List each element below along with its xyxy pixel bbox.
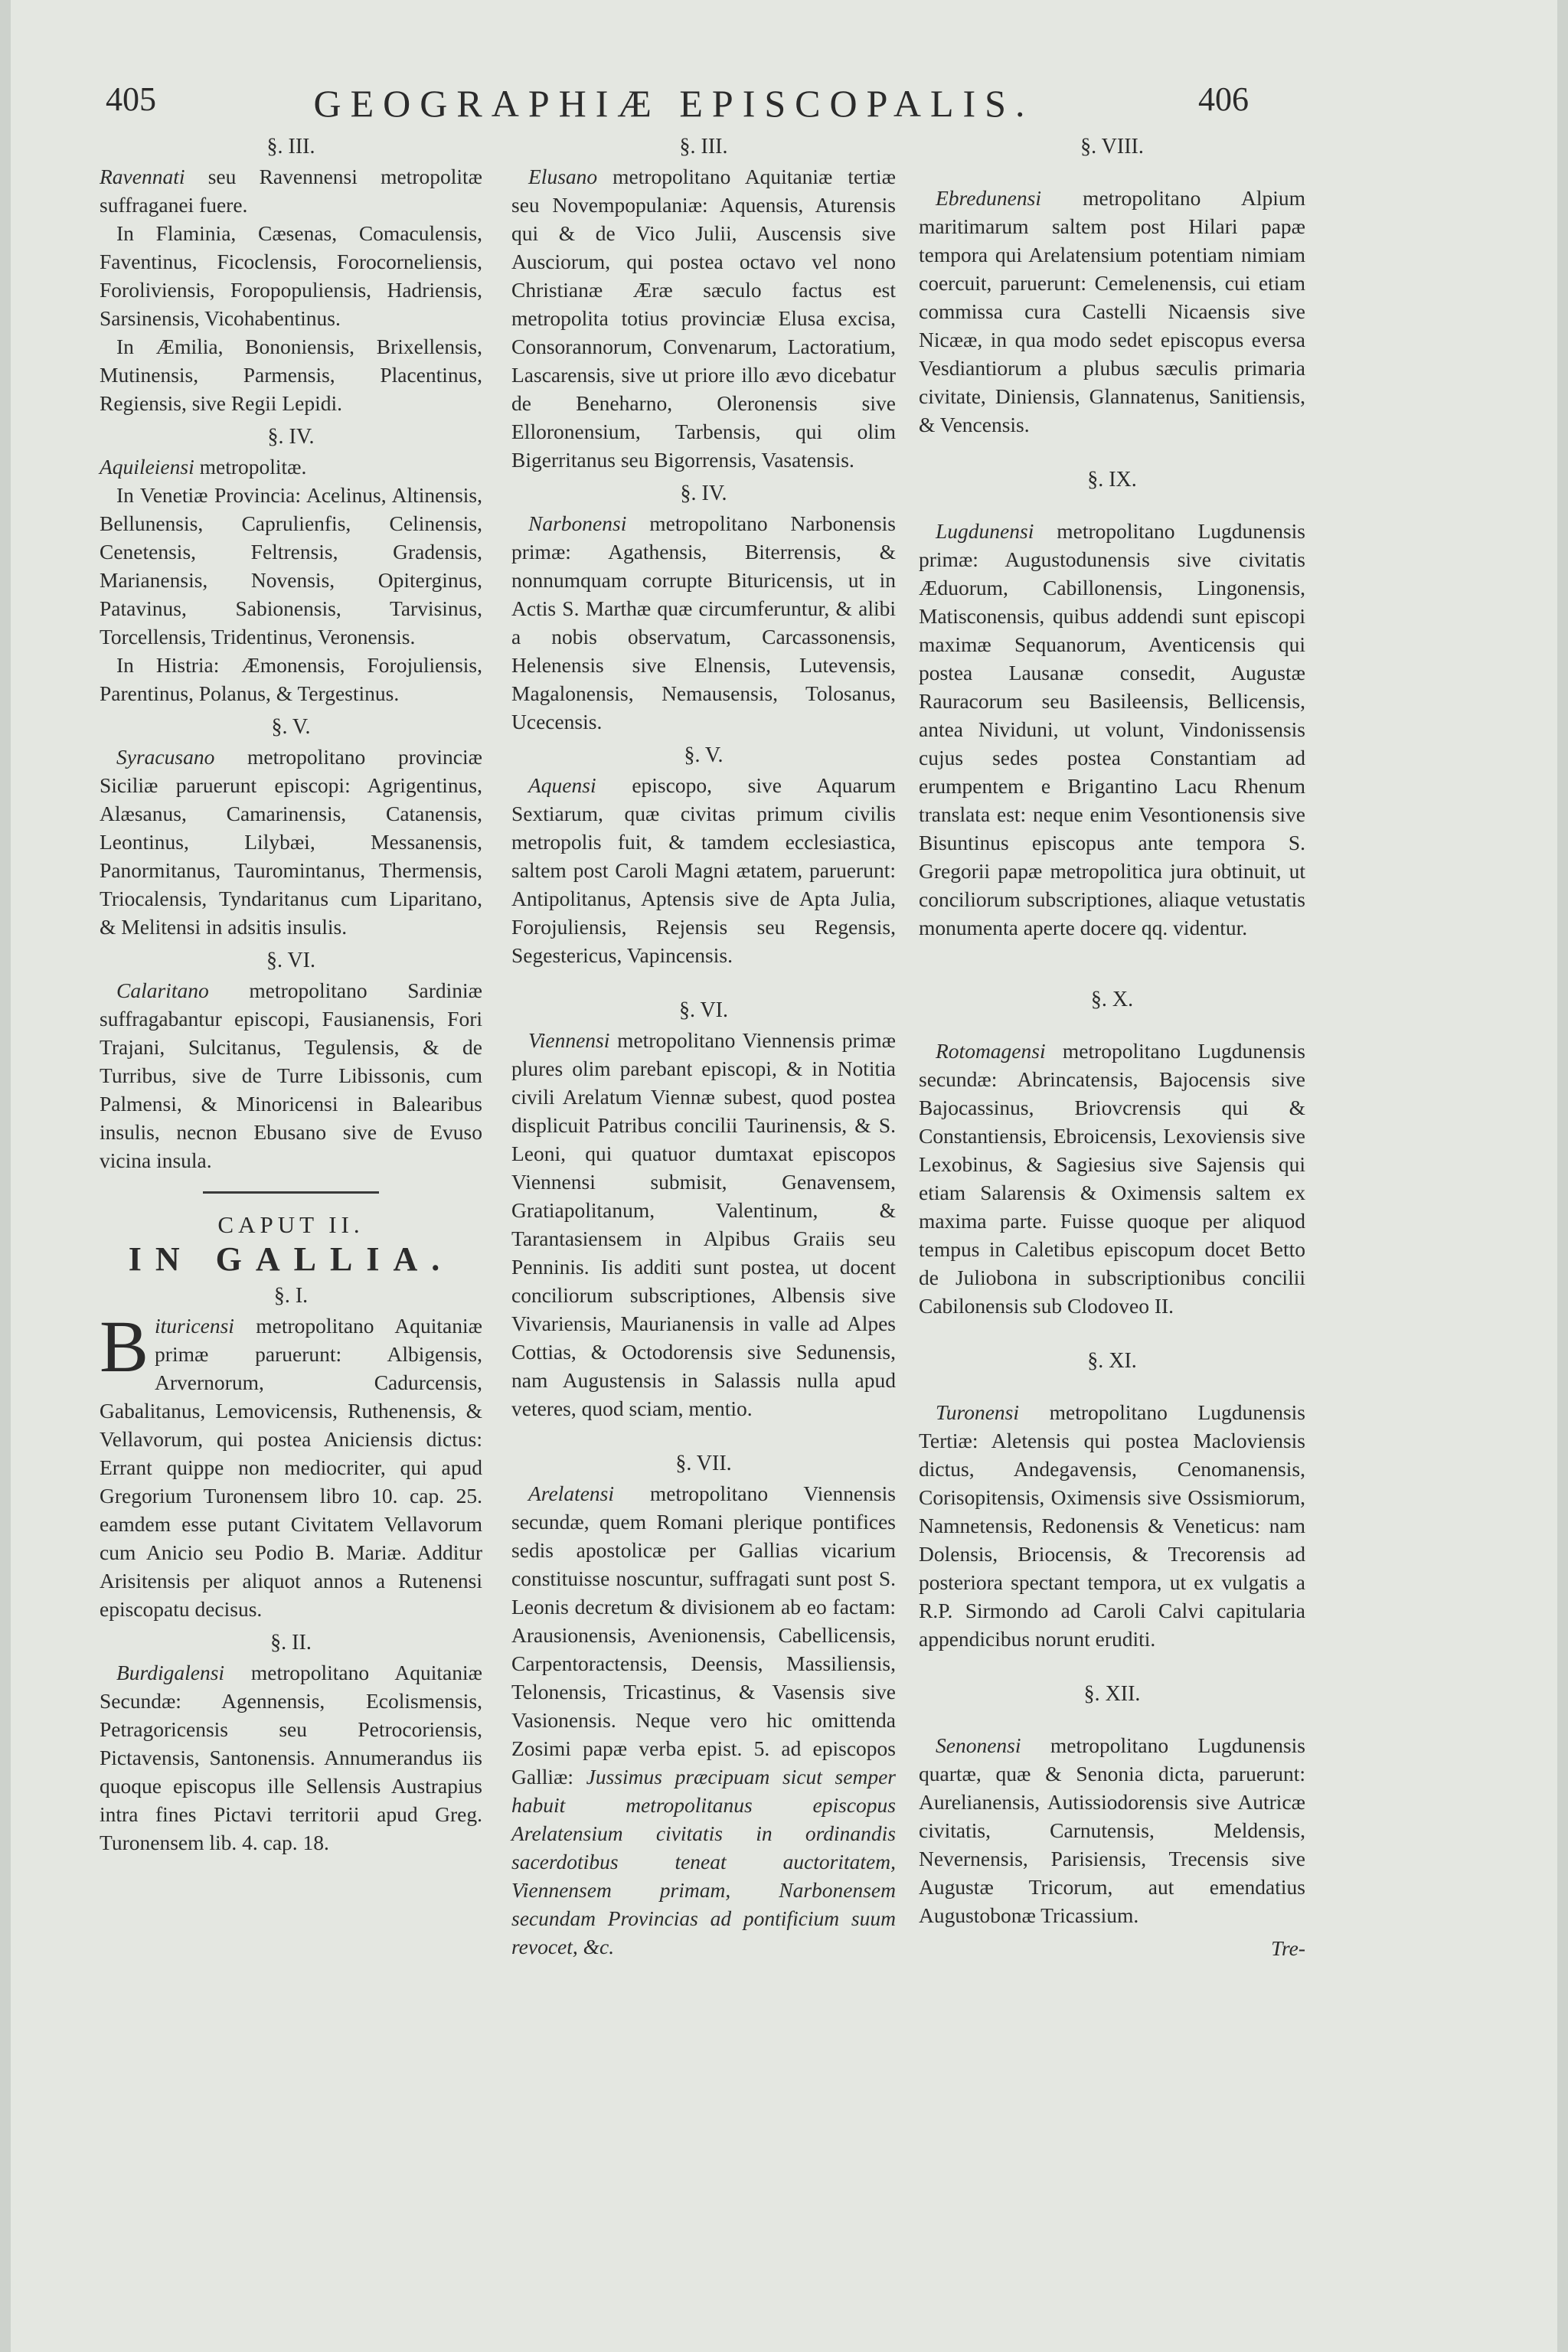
- entry-text: metropolitano provinciæ Siciliæ paruerunt episcopi: Agrigentinus, Alæsanus, Camarinensis, Catanensis, Leontinus, Lilybæi, Messanensis, Panormitanus, Tauromintanus, Thermensis, Triocalensis, Tyndaritanus cum Liparitano, & Melitensi in adsitis insulis.: [100, 745, 482, 939]
- section-heading: §. XII.: [1083, 1682, 1141, 1706]
- entry-elusano: [511, 162, 896, 474]
- entry-text: metropolitano Lugdunensis Tertiæ: Aletensis qui postea Macloviensis dictus, Andegavensis, Cenomanensis, Corisopitensis, Oximensis sive Ossismiorum, Namnetensis, Redonensis & Veneticus: nam Dolensis, Briocensis, & Trecorensis ad posteriora spectant tempora, ut ex vulgatis a R.P. Sirmondo ad Caroli Calvi capitularia appendicibus norunt eruditi.: [919, 1400, 1305, 1651]
- entry-text: metropolitano Narbonensis primæ: Agathensis, Biterrensis, & nonnumquam corrupte Bituricensis, ut in Actis S. Marthæ quæ circumferuntur, & alibi a nobis observatum, Carcassonensis, Helenensis sive Elnensis, Lutevensis, Magalonensis, Nemausensis, Tolosanus, Ucecensis.: [511, 511, 896, 733]
- catchword: Tre-: [1271, 1936, 1305, 1960]
- section-heading: §. XI.: [1087, 1349, 1137, 1373]
- entry-text: episcopo, sive Aquarum Sextiarum, quæ civitas primum civilis metropolis fuit, & tamdem ecclesiastica, saltem post Caroli Magni ætatem, paruerunt: Antipolitanus, Aptensis sive de Apta Julia, Forojuliensis, Rejensis seu Regensis, Segestericus, Vapincensis.: [511, 773, 896, 967]
- section-heading: §. VI.: [266, 949, 316, 972]
- right-page-number: 406: [1198, 80, 1249, 118]
- quotation: Jussimus præcipuam sicut semper habuit metropolitanus episcopus Arelatensium civitatis in ordinandis sacerdotibus teneat auctoritatem, Viennensem primam, Narbonensem secundam Provincias ad pontificium suum revocet, &c.: [511, 1765, 896, 1958]
- section-heading: §. VI.: [678, 998, 729, 1022]
- entry-lemma: Syracusano: [116, 745, 215, 769]
- entry-text: metropolitæ.: [194, 455, 307, 479]
- chapter-heading: CAPUT II.: [217, 1211, 364, 1238]
- section-heading: §. X.: [1090, 988, 1134, 1011]
- entry-paragraph: In Flaminia, Cæsenas, Comaculensis, Faventinus, Ficoclensis, Forocorneliensis, Foroliviensis, Foropopuliensis, Hadriensis, Sarsinensis, Vicohabentinus.: [100, 221, 482, 330]
- page-edge-left: [0, 0, 11, 2352]
- entry-arelatensi: [511, 1479, 896, 1961]
- page-header: [0, 77, 1568, 138]
- entry-lemma: Elusano: [528, 165, 598, 188]
- entry-text: metropolitano Aquitaniæ tertiæ seu Novempopulaniæ: Aquensis, Aturensis qui & de Vico Julii, Auscensis sive Ausciorum, qui postea octavo vel nono Christianæ Æræ sæculo factus est metropolita totius provinciæ Elusa excisa, Consorannorum, Convenarum, Lactoratium, Lascarensis, sive ut priore illo ævo dicebatur de Beneharno, Oleronensis sive Elloronensium, Tarbensis, qui olim Bigerritanus seu Bigorrensis, Vasatensis.: [511, 165, 896, 472]
- entry-lemma: ituricensi: [155, 1314, 234, 1338]
- entry-text: metropolitano Viennensis secundæ, quem Romani plerique pontifices sedis apostolicæ per Gallias vicarium constituisse noscuntur, suffragati sunt post S. Leonis decretum & divisionem ab eo factam: Arausionensis, Avenionensis, Cabellicensis, Carpentoractensis, Deensis, Massiliensis, Telonensis, Tricastinus, & Vasensis sive Vasionensis. Neque vero hic omittenda Zosimi papæ verba epist. 5. ad episcopos Galliæ:: [511, 1481, 896, 1788]
- entry-lemma: Narbonensi: [528, 511, 627, 535]
- chapter-title: IN GALLIA.: [128, 1240, 454, 1278]
- section-heading: §. II.: [270, 1631, 312, 1655]
- section-heading: §. IX.: [1087, 468, 1137, 492]
- column-2: [511, 132, 896, 1965]
- running-title: GEOGRAPHIÆ EPISCOPALIS.: [313, 82, 1034, 125]
- entry-syracusano: [100, 743, 482, 941]
- section-heading: §. III.: [266, 135, 315, 158]
- entry-lemma: Ebredunensi: [936, 186, 1041, 210]
- section-heading: §. VIII.: [1080, 135, 1144, 158]
- drop-capital: B: [100, 1305, 149, 1387]
- section-heading: §. IV.: [267, 425, 315, 449]
- entry-lemma: Turonensi: [936, 1400, 1020, 1424]
- entry-lemma: Lugdunensi: [936, 519, 1034, 543]
- entry-lemma: Rotomagensi: [936, 1039, 1046, 1063]
- page-edge-right: [1557, 0, 1568, 2352]
- entry-senonensi: [919, 1731, 1305, 1929]
- entry-lugdunensi: [919, 517, 1305, 942]
- entry-text: metropolitano Viennensis primæ plures olim parebant episcopi, & in Notitia civili Arelatum Viennæ subest, quod postea displicuit Patribus concilii Taurinensis, & S. Leoni, qui quatuor dumtaxat episcopos Viennensi submisit, Genavensem, Gratiapolitanum, Valentinum, & Tarantasiensem in Alpibus Graiis seu Penninis. Iis additi sunt postea, ut docent conciliorum subscriptiones, Albensis sive Vivariensis, Maurianensis in valle ad Alpes Cottias, & Octodorensis sive Sedunensis, nam Augustensis in Salassis nulla apud veteres, quod sciam, mentio.: [511, 1028, 896, 1420]
- entry-ravennati: [100, 162, 482, 417]
- entry-ebredunensi: [919, 184, 1305, 439]
- entry-bituricensi: [100, 1305, 482, 1623]
- entry-aquensi: [511, 771, 896, 969]
- entry-text: metropolitano Alpium maritimarum saltem post Hilari papæ tempora qui Arelatensium potentiam nimiam coercuit, paruerunt: Cemelenensis, cui etiam commissa cura Castelli Nicaensis sive Nicææ, in qua modo sedet episcopus eversa Vesdiantiorum a plubus sæculis primaria civitate, Diniensis, Glannatenus, Sanitiensis, & Vencensis.: [919, 186, 1305, 436]
- entry-turonensi: [919, 1398, 1305, 1653]
- column-3: [919, 132, 1305, 1984]
- entry-text: metropolitano Aquitaniæ Secundæ: Agennensis, Ecolismensis, Petragoricensis seu Petrocoriensis, Pictavensis, Santonensis. Annumerandus iis quoque episcopus ille Sellensis Austrapius intra fines Pictavi territorii apud Greg. Turonensem lib. 4. cap. 18.: [100, 1661, 482, 1854]
- section-heading: §. IV.: [680, 482, 727, 505]
- section-heading: §. V.: [271, 715, 311, 739]
- section-heading: §. III.: [679, 135, 728, 158]
- entry-aquileiensi: [100, 452, 482, 707]
- entry-calaritano: [100, 976, 482, 1174]
- entry-text: metropolitano Lugdunensis primæ: Augustodunensis sive civitatis Æduorum, Cabillonensis, Lingonensis, Matisconensis, quibus addendi sunt episcopi maximæ Sequanorum, Aventicensis qui postea Lausanæ consedit, Augustæ Rauracorum seu Basileensis, Bellicensis, antea Nividuni, ut volunt, Vindonissensis cujus sedes postea Constantiam ad erumpentem e Brigantino Lacu Rhenum translata est: neque enim Vesontionensis sive Bisuntinus episcopus ante tempora S. Gregorii papæ metropolitica jura obtinuit, ut conciliorum subscriptiones, aliaque vetustatis monumenta aperte docere qq. videntur.: [919, 519, 1305, 939]
- entry-lemma: Calaritano: [116, 978, 209, 1002]
- section-heading: §. VII.: [675, 1452, 732, 1475]
- entry-lemma: Burdigalensi: [116, 1661, 225, 1684]
- entry-paragraph: In Æmilia, Bononiensis, Brixellensis, Mutinensis, Parmensis, Placentinus, Regiensis, sive Regii Lepidi.: [100, 335, 482, 415]
- entry-lemma: Arelatensi: [528, 1481, 615, 1505]
- chapter-rule: [203, 1191, 379, 1194]
- entry-burdigalensi: [100, 1658, 482, 1857]
- section-heading: §. I.: [273, 1284, 309, 1308]
- entry-text: metropolitano Sardiniæ suffragabantur episcopi, Fausianensis, Fori Trajani, Sulcitanus, Tegulensis, & de Turribus, sive de Turre Libissonis, cum Palmensi, & Minoricensi in Balearibus insulis, necnon Ebusano sive de Evuso vicina insula.: [100, 978, 482, 1172]
- entry-text: metropolitano Lugdunensis quartæ, quæ & Senonia dicta, paruerunt: Aurelianensis, Autissiodorensis sive Autricæ civitatis, Carnutensis, Meldensis, Nevernensis, Parisiensis, Trecensis sive Augustæ Tricorum, aut emendatius Augustobonæ Tricassium.: [919, 1733, 1305, 1927]
- entry-lemma: Senonensi: [936, 1733, 1021, 1757]
- entry-lemma: Ravennati: [100, 165, 185, 188]
- entry-rotomagensi: [919, 1037, 1305, 1320]
- column-1: [100, 132, 482, 1861]
- entry-lemma: Viennensi: [528, 1028, 610, 1052]
- entry-paragraph: In Venetiæ Provincia: Acelinus, Altinensis, Bellunensis, Caprulienfis, Celinensis, Cenetensis, Feltrensis, Gradensis, Marianensis, Novensis, Opiterginus, Patavinus, Sabionensis, Tarvisinus, Torcellensis, Tridentinus, Veronensis.: [100, 483, 482, 648]
- entry-lemma: Aquensi: [528, 773, 596, 797]
- left-page-number: 405: [106, 80, 156, 118]
- entry-narbonensi: [511, 509, 896, 736]
- section-heading: §. V.: [684, 743, 724, 767]
- entry-paragraph: In Histria: Æmonensis, Forojuliensis, Parentinus, Polanus, & Tergestinus.: [100, 653, 482, 705]
- entry-viennensi: [511, 1026, 896, 1423]
- entry-text: metropolitano Aquitaniæ primæ paruerunt: Albigensis, Arvernorum, Cadurcensis, Gabalitanus, Lemovicensis, Ruthenensis, & Vellavorum, qui postea Aniciensis dictus: Errant quippe non mediocriter, qui apud Gregorium Turonensem libro 10. cap. 25. eamdem esse putant Civitatem Vellavorum cum Anicio seu Podio B. Mariæ. Additur Arisitensis per aliquot annos a Rutenensi episcopatu decisus.: [100, 1314, 482, 1621]
- entry-lemma: Aquileiensi: [100, 455, 194, 479]
- entry-text: seu Ravennensi metropolitæ suffraganei fuere.: [100, 165, 482, 217]
- entry-text: metropolitano Lugdunensis secundæ: Abrincatensis, Bajocensis sive Bajocassinus, Briovcrensis qui & Constantiensis, Ebroicensis, Lexoviensis sive Lexobinus, & Sagiesius sive Sajensis qui etiam Salarensis & Oximensis saltem ex maxima parte. Fuisse quoque per aliquod tempus in Caletibus episcopum docet Betto de Juliobona in subscriptionibus concilii Cabilonensis sub Clodoveo II.: [919, 1039, 1305, 1318]
